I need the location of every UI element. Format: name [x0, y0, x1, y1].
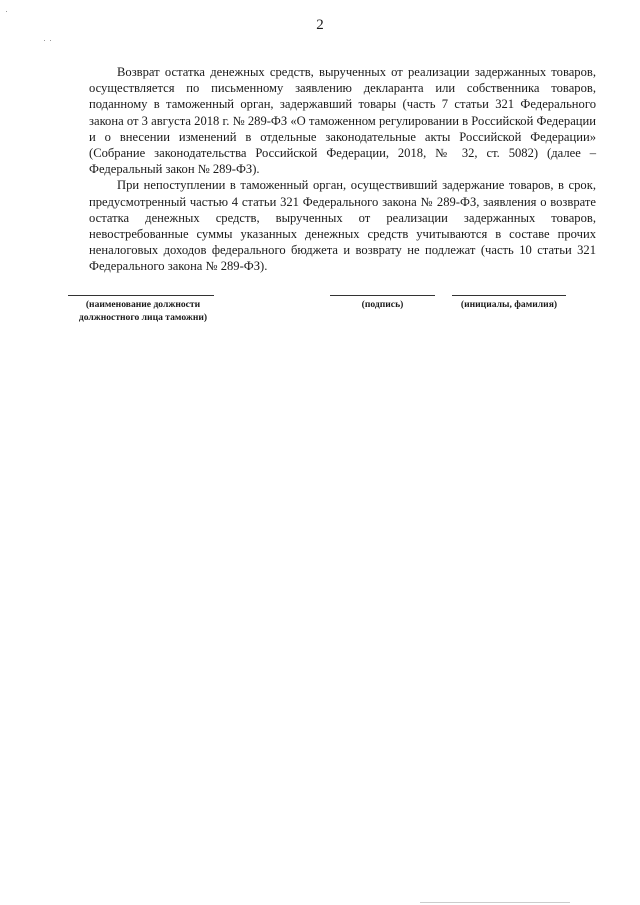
scan-speck	[6, 11, 7, 12]
scan-speck	[50, 40, 51, 41]
paragraph-refund-procedure: Возврат остатка денежных средств, вырученных от реализации задержанных товаров, осуществляется по письменному заявлению декларанта или собственника товаров, поданному в таможенный орган, задержавший товары (часть 7 статьи 321 Федерального закона от 3 августа 2018 г. № 289-ФЗ «О таможенном регулировании в Российской Федерации и о внесении изменений в отдельные законодательные акты Российской Федерации» (Собрание законодательства Российской Федерации, 2018, № 32, ст. 5082) (далее – Федеральный закон № 289-ФЗ).	[89, 65, 596, 177]
name-caption: (инициалы, фамилия)	[460, 299, 558, 310]
paragraph-unclaimed-funds: При непоступлении в таможенный орган, осуществивший задержание товаров, в срок, предусмотренный частью 4 статьи 321 Федерального закона № 289-ФЗ, заявления о возврате остатка денежных средств, вырученных от реализации задержанных товаров, невостребованные суммы указанных денежных средств учитываются в составе прочих неналоговых доходов федерального бюджета и возврату не подлежат (часть 10 статьи 321 Федерального закона № 289-ФЗ).	[89, 178, 596, 274]
position-signature-line	[68, 295, 214, 296]
position-caption: (наименование должности должностного лица таможни)	[78, 299, 208, 323]
scan-speck	[44, 40, 45, 41]
page-number: 2	[316, 17, 324, 33]
name-signature-line	[452, 295, 566, 296]
scan-speck	[420, 902, 570, 903]
signature-caption: (подпись)	[361, 299, 404, 310]
signature-line	[330, 295, 435, 296]
body-text	[89, 64, 596, 275]
